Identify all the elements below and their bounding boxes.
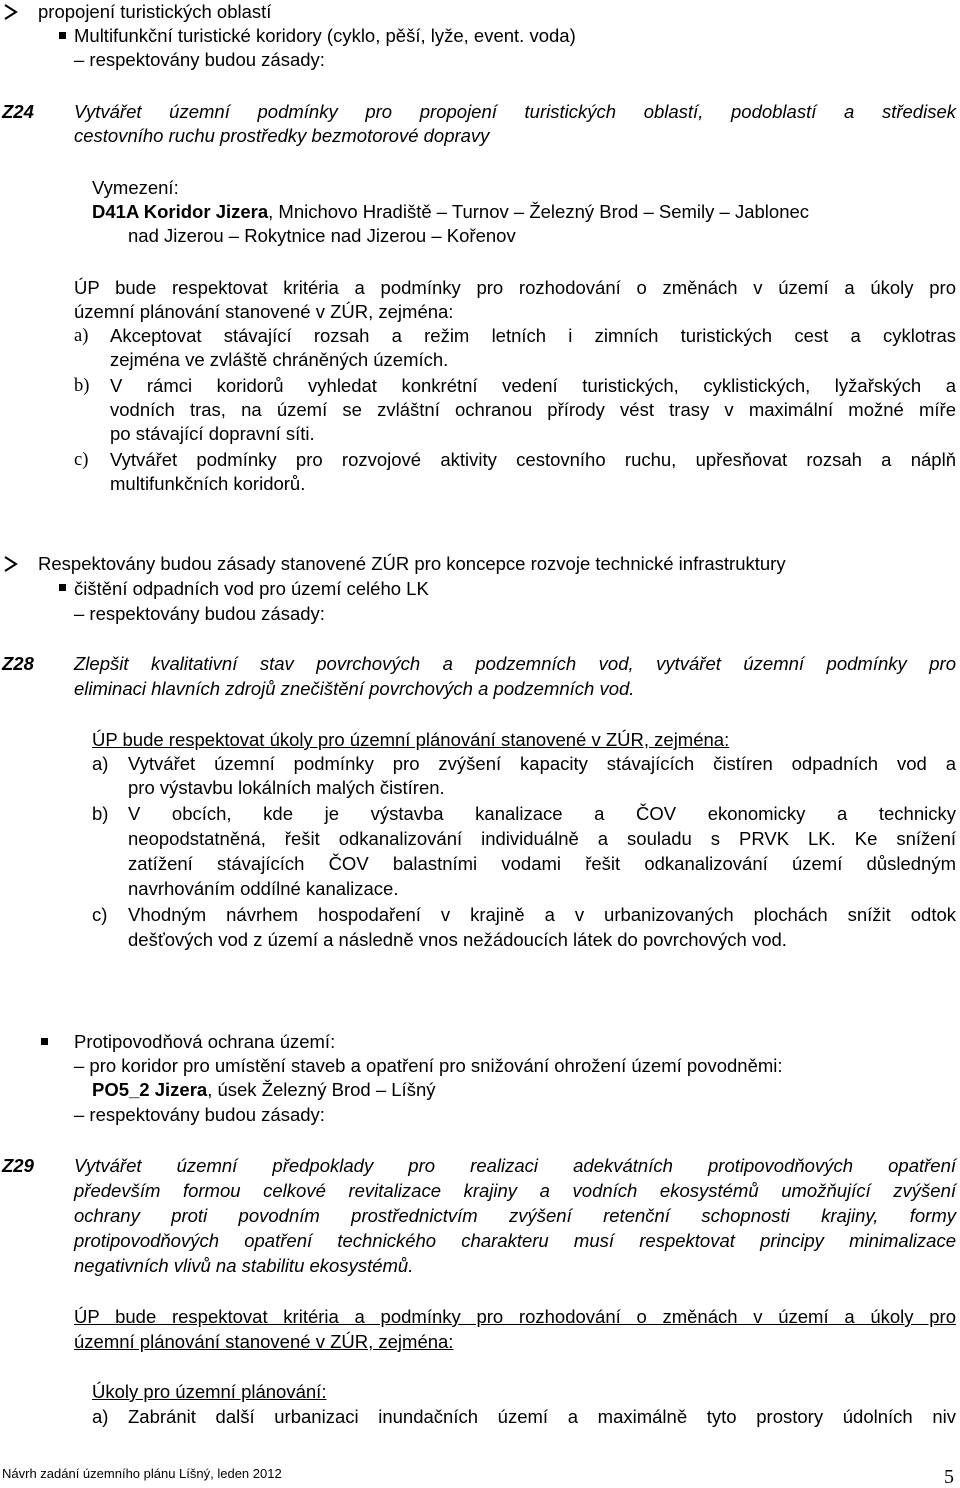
item-text: zatížení stávajících ČOV balastními vodami řešit odkanalizování území důsledným xyxy=(128,853,956,874)
item-text: neopodstatněná, řešit odkanalizování individuálně a souladu s PRVK LK. Ke snížení xyxy=(128,828,956,849)
flood-corridor-line: – pro koridor pro umístění staveb a opatření pro snižování ohrožení území povodněmi: xyxy=(74,1055,783,1076)
arrow-bullet-icon xyxy=(4,556,18,572)
up-tasks-heading: ÚP bude respektovat úkoly pro územní plánování stanovené v ZÚR, zejména: xyxy=(92,729,730,750)
vymezeni-label: Vymezení: xyxy=(92,177,179,198)
square-bullet-icon xyxy=(59,584,66,591)
page-number: 5 xyxy=(944,1466,954,1488)
principle-code-z29: Z29 xyxy=(2,1155,34,1176)
principle-code-z28: Z28 xyxy=(2,653,34,674)
item-text: Vytvářet podmínky pro rozvojové aktivity cestovního ruchu, upřesňovat rozsah a náplň xyxy=(110,449,956,470)
item-text: V rámci koridorů vyhledat konkrétní vedení turistických, cyklistických, lyžařských a xyxy=(110,375,956,396)
item-text: Vhodným návrhem hospodaření v krajině a v urbanizovaných plochách snížit odtok xyxy=(128,904,956,925)
corridor-route-cont: nad Jizerou – Rokytnice nad Jizerou – Kořenov xyxy=(128,225,516,246)
principle-text-line: Vytvářet územní podmínky pro propojení turistických oblastí, podoblastí a středisek xyxy=(74,101,956,122)
up-respect-line: územní plánování stanovené v ZÚR, zejména: xyxy=(74,1331,454,1352)
zasady-label: – respektovány budou zásady: xyxy=(74,603,325,624)
zasady-label: – respektovány budou zásady: xyxy=(74,49,325,70)
po-code: PO5_2 Jizera xyxy=(92,1079,208,1100)
principle-text-line: protipovodňových opatření technického charakteru musí respektovat principy minimalizace xyxy=(74,1230,956,1251)
item-label: c) xyxy=(74,450,89,470)
bullet-corridors: Multifunkční turistické koridory (cyklo, pěší, lyže, event. voda) xyxy=(74,25,576,46)
principle-code-z24: Z24 xyxy=(2,101,34,122)
principle-text-line: eliminaci hlavních zdrojů znečištění povrchových a podzemních vod. xyxy=(74,678,635,699)
item-label: b) xyxy=(92,803,109,824)
principle-text-line: Vytvářet územní předpoklady pro realizaci adekvátních protipovodňových opatření xyxy=(74,1155,956,1176)
up-respect-line: ÚP bude respektovat kritéria a podmínky pro rozhodování o změnách v území a úkoly pro xyxy=(74,277,956,298)
po-section: , úsek Železný Brod – Líšný xyxy=(207,1079,436,1100)
bullet-wastewater: čištění odpadních vod pro území celého LK xyxy=(74,578,429,599)
square-bullet-icon xyxy=(41,1038,48,1045)
page-footer: Návrh zadání územního plánu Líšný, leden 2012 xyxy=(2,1466,282,1481)
corridor-definition xyxy=(92,200,809,224)
item-text: zejména ve zvláště chráněných územích. xyxy=(110,349,449,370)
section-heading-tourism: propojení turistických oblastí xyxy=(38,1,272,22)
item-label: c) xyxy=(92,904,108,925)
item-text: Zabránit další urbanizaci inundačních území a maximálně tyto prostory údolních niv xyxy=(128,1406,956,1427)
principle-text-line: ochrany proti povodním prostřednictvím zvýšení retenční schopnosti krajiny, formy xyxy=(74,1205,956,1226)
principle-text-line: cestovního ruchu prostředky bezmotorové dopravy xyxy=(74,125,490,146)
item-text: po stávající dopravní síti. xyxy=(110,423,315,444)
corridor-route: , Mnichovo Hradiště – Turnov – Železný Brod – Semily – Jablonec xyxy=(268,201,810,222)
item-label: a) xyxy=(92,1406,109,1427)
item-text: V obcích, kde je výstavba kanalizace a ČOV ekonomicky a technicky xyxy=(128,803,956,824)
item-text: multifunkčních koridorů. xyxy=(110,473,306,494)
arrow-bullet-icon xyxy=(4,4,18,20)
ukoly-heading: Úkoly pro územní plánování: xyxy=(92,1381,327,1402)
principle-text-line: negativních vlivů na stabilitu ekosystémů. xyxy=(74,1255,414,1276)
principle-text-line: Zlepšit kvalitativní stav povrchových a podzemních vod, vytvářet územní podmínky pro xyxy=(74,653,956,674)
item-label: a) xyxy=(74,326,89,346)
up-respect-line: ÚP bude respektovat kritéria a podmínky pro rozhodování o změnách v území a úkoly pro xyxy=(74,1306,956,1327)
item-text: vodních tras, na území se zvláštní ochranou přírody vést trasy v maximální možné míře xyxy=(110,399,956,420)
zasady-label: – respektovány budou zásady: xyxy=(74,1104,325,1125)
item-text: Vytvářet územní podmínky pro zvýšení kapacity stávajících čistíren odpadních vod a xyxy=(128,753,956,774)
po-corridor xyxy=(92,1078,435,1102)
section-heading-infrastructure: Respektovány budou zásady stanovené ZÚR pro koncepce rozvoje technické infrastruktury xyxy=(38,553,786,574)
up-respect-line: územní plánování stanovené v ZÚR, zejména: xyxy=(74,301,454,322)
item-label: a) xyxy=(92,753,109,774)
item-text: pro výstavbu lokálních malých čistíren. xyxy=(128,777,445,798)
item-text: dešťových vod z území a následně vnos nežádoucích látek do povrchových vod. xyxy=(128,929,787,950)
item-text: Akceptovat stávající rozsah a režim letních i zimních turistických cest a cyklotras xyxy=(110,325,956,346)
bullet-flood-protection: Protipovodňová ochrana území: xyxy=(74,1031,336,1052)
square-bullet-icon xyxy=(59,32,66,39)
item-label: b) xyxy=(74,376,90,396)
principle-text-line: především formou celkové revitalizace krajiny a vodních ekosystémů umožňující zvýšení xyxy=(74,1180,956,1201)
item-text: navrhováním oddílné kanalizace. xyxy=(128,878,399,899)
corridor-code: D41A Koridor Jizera xyxy=(92,201,269,222)
